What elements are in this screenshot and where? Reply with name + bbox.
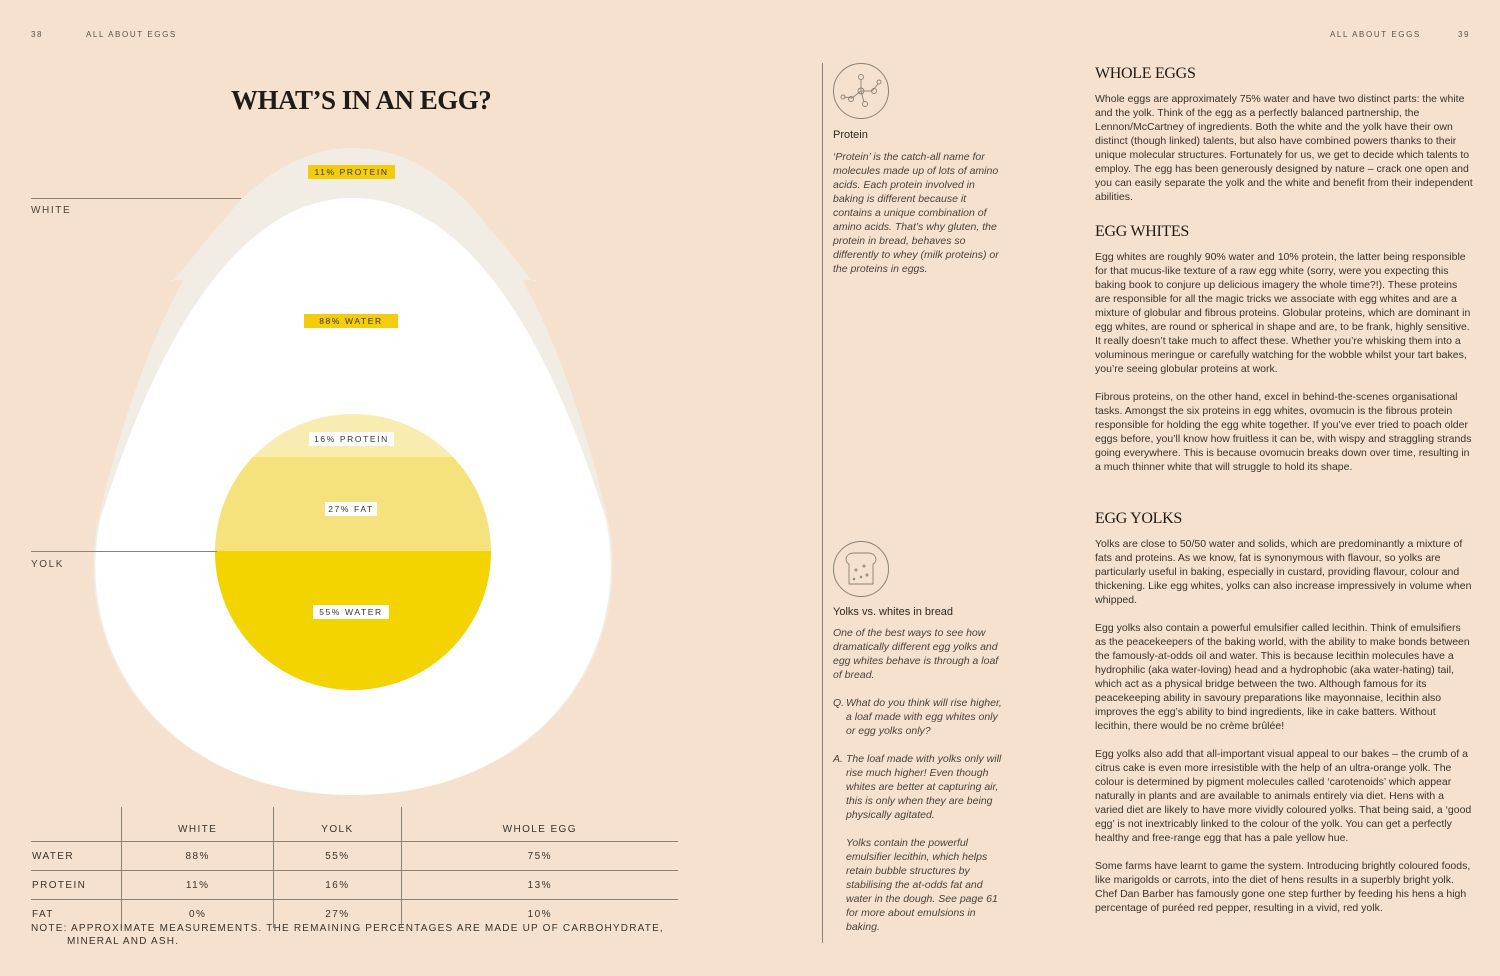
question-text: What do you think will rise higher, a loaf made with egg whites only or egg yolks only? xyxy=(846,697,1002,737)
page-number-left: 38 xyxy=(31,30,44,39)
yolk-protein-tag: 16% PROTEIN xyxy=(309,432,394,446)
running-head-left: ALL ABOUT EGGS xyxy=(86,30,177,39)
table-note-line-2: MINERAL AND ASH. xyxy=(67,936,180,947)
egg-yolks-heading: EGG YOLKS xyxy=(1095,510,1182,527)
table-cell: 55% xyxy=(274,842,401,871)
bread-slice-icon xyxy=(833,541,889,597)
bread-intro: One of the best ways to see how dramatically different egg yolks and egg whites behave is through a loaf of bread. xyxy=(833,627,999,681)
row-label: FAT xyxy=(31,900,122,929)
table-cell: 16% xyxy=(274,871,401,900)
table-row xyxy=(31,842,678,871)
egg-yolks-paragraph-1: Yolks are close to 50/50 water and solids, which are predominantly a mixture of fats and proteins. As we know, fat is synonymous with flavour, so yolks are particularly useful in baking, especially in custard, providing flavour, colour and thickening. Like egg whites, yolks can also increase impressively in volume when whipped. xyxy=(1095,538,1472,606)
table-cell: 27% xyxy=(274,900,401,929)
whole-eggs-paragraph: Whole eggs are approximately 75% water and have two distinct parts: the white and the yolk. Think of the egg as a perfectly balanced partnership, the Lennon/McCartney of ingredients. Both the white and the yolk have their own distinct (though linked) talents, but also have combined powers thanks to their unique molecular structures. Fortunately for us, we get to decide which talents to employ. The egg has been generously designed by nature – crack one open and you can easily separate the yolk and the white and benefit from their independent abilities. xyxy=(1095,93,1473,203)
whole-eggs-heading: WHOLE EGGS xyxy=(1095,65,1196,82)
protein-title: Protein xyxy=(833,129,868,141)
table-corner xyxy=(31,807,122,842)
answer-text-2: Yolks contain the powerful emulsifier lecithin, which helps retain bubble structures by stabilising the at-odds fat and water in the dough. See page 61 for more about emulsions in baking. xyxy=(846,837,998,933)
table-note xyxy=(31,922,681,948)
composition-table xyxy=(31,807,678,928)
egg-yolks-paragraph-3: Egg yolks also add that all-important visual appeal to our bakes – the crumb of a citrus cake is even more irresistible with the help of an ultra-orange yolk. The colour is determined by pigment molecules called ‘carotenoids’ which appear naturally in plants and are available to animals entirely via diet. Hens with a varied diet are likely to have more vividly coloured yolks. That being said, a ‘good egg’ is not inextricably linked to the colour of the yolk. You can get a perfectly healthy and free-range egg that has a pale yellow hue. xyxy=(1095,748,1472,844)
yolk-fat-tag: 27% FAT xyxy=(325,502,377,516)
table-cell: 10% xyxy=(401,900,678,929)
table-cell: 75% xyxy=(401,842,678,871)
table-cell: 0% xyxy=(122,900,274,929)
egg-whites-heading: EGG WHITES xyxy=(1095,223,1190,240)
bread-sidebar-text xyxy=(833,626,1005,934)
answer-key: A. xyxy=(833,753,843,765)
table-header-row xyxy=(31,807,678,842)
answer-text: The loaf made with yolks only will rise much higher! Even though whites are better at capturing air, this is only when they are being physically agitated. xyxy=(846,753,1002,821)
egg-yolks-paragraph-2: Egg yolks also contain a powerful emulsifier called lecithin. Think of emulsifiers as the peacekeepers of the baking world, with the ability to make bonds between the famously-at-odds oil and water. This is because lecithin molecules have a hydrophilic (aka water-loving) head and a hydrophobic (aka water-hating) tail, which act as a physical bridge between the two. Although famous for its peacekeeping ability in savoury preparations like mayonnaise, lecithin also improves the egg’s ability to bind ingredients, like in cake batters. Without lecithin, there would be no crème brûlée! xyxy=(1095,622,1470,732)
egg-whites-text xyxy=(1095,250,1473,474)
white-label: WHITE xyxy=(31,205,72,216)
bread-question xyxy=(833,696,1005,738)
page-number-right: 39 xyxy=(1458,30,1471,39)
question-key: Q. xyxy=(833,697,845,709)
running-head-right: ALL ABOUT EGGS xyxy=(1330,30,1421,39)
table-cell: 13% xyxy=(401,871,678,900)
egg-diagram xyxy=(0,0,760,800)
bread-answer xyxy=(833,752,1005,822)
table-cell: 88% xyxy=(122,842,274,871)
egg-whites-paragraph-2: Fibrous proteins, on the other hand, excel in behind-the-scenes organisational tasks. Amongst the six proteins in egg whites, ovomucin is the fibrous protein responsible for holding the egg white together. If you’ve ever tried to poach older eggs before, you’ll know how fruitless it can be, with wispy and straggling strands going everywhere. This is because ovomucin breaks down over time, resulting in a much thinner white that will struggle to hold its shape. xyxy=(1095,391,1472,473)
white-callout-line xyxy=(31,198,241,199)
col-header-white: WHITE xyxy=(122,807,274,842)
egg-whites-paragraph-1: Egg whites are roughly 90% water and 10% protein, the latter being responsible for that mucus-like texture of a raw egg white (sorry, were you expecting this baking book to conjure up delicious imagery the whole time?!). These proteins are responsible for all the magic tricks we associate with egg whites and are a mixture of globular and fibrous proteins. Globular proteins, which are dominant in egg whites, are round or spherical in shape and are, to be frank, highly sensitive. It really doesn’t take much to affect these. Whether you’re whisking them into a voluminous meringue or carefully watching for the wobble whilst your tart bakes, you’re seeing globular proteins at work. xyxy=(1095,251,1471,375)
row-label: WATER xyxy=(31,842,122,871)
white-protein-tag: 11% PROTEIN xyxy=(308,165,395,179)
col-header-yolk: YOLK xyxy=(274,807,401,842)
bread-answer-continued xyxy=(833,836,1005,934)
row-label: PROTEIN xyxy=(31,871,122,900)
indent xyxy=(833,836,846,934)
egg-yolks-text xyxy=(1095,537,1473,915)
protein-text: ‘Protein’ is the catch-all name for molecules made up of lots of amino acids. Each protein involved in baking is different because it contains a unique combination of amino acids. That’s why gluten, the protein in bread, behaves so differently to whey (milk proteins) or the proteins in eggs. xyxy=(833,151,999,275)
bread-title: Yolks vs. whites in bread xyxy=(833,606,954,618)
molecule-icon xyxy=(833,63,889,119)
page-title: WHAT’S IN AN EGG? xyxy=(231,85,492,115)
col-header-whole-egg: WHOLE EGG xyxy=(401,807,678,842)
table-cell: 11% xyxy=(122,871,274,900)
table-note-line-1: NOTE: APPROXIMATE MEASUREMENTS. THE REMAINING PERCENTAGES ARE MADE UP OF CARBOHYDRATE, xyxy=(31,923,664,934)
yolk-water-tag: 55% WATER xyxy=(313,605,389,619)
table-row xyxy=(31,871,678,900)
yolk-label: YOLK xyxy=(31,559,65,570)
egg-yolks-paragraph-4: Some farms have learnt to game the system. Introducing brightly coloured foods, like marigolds or carrots, into the diet of hens results in a superbly bright yolk. Chef Dan Barber has famously gone one step further by feeding his hens a high percentage of puréed red pepper, resulting in a vivid, red yolk. xyxy=(1095,860,1471,914)
white-water-tag: 88% WATER xyxy=(304,314,398,328)
sidebar-rule xyxy=(822,63,823,943)
yolk-callout-line xyxy=(31,551,217,552)
